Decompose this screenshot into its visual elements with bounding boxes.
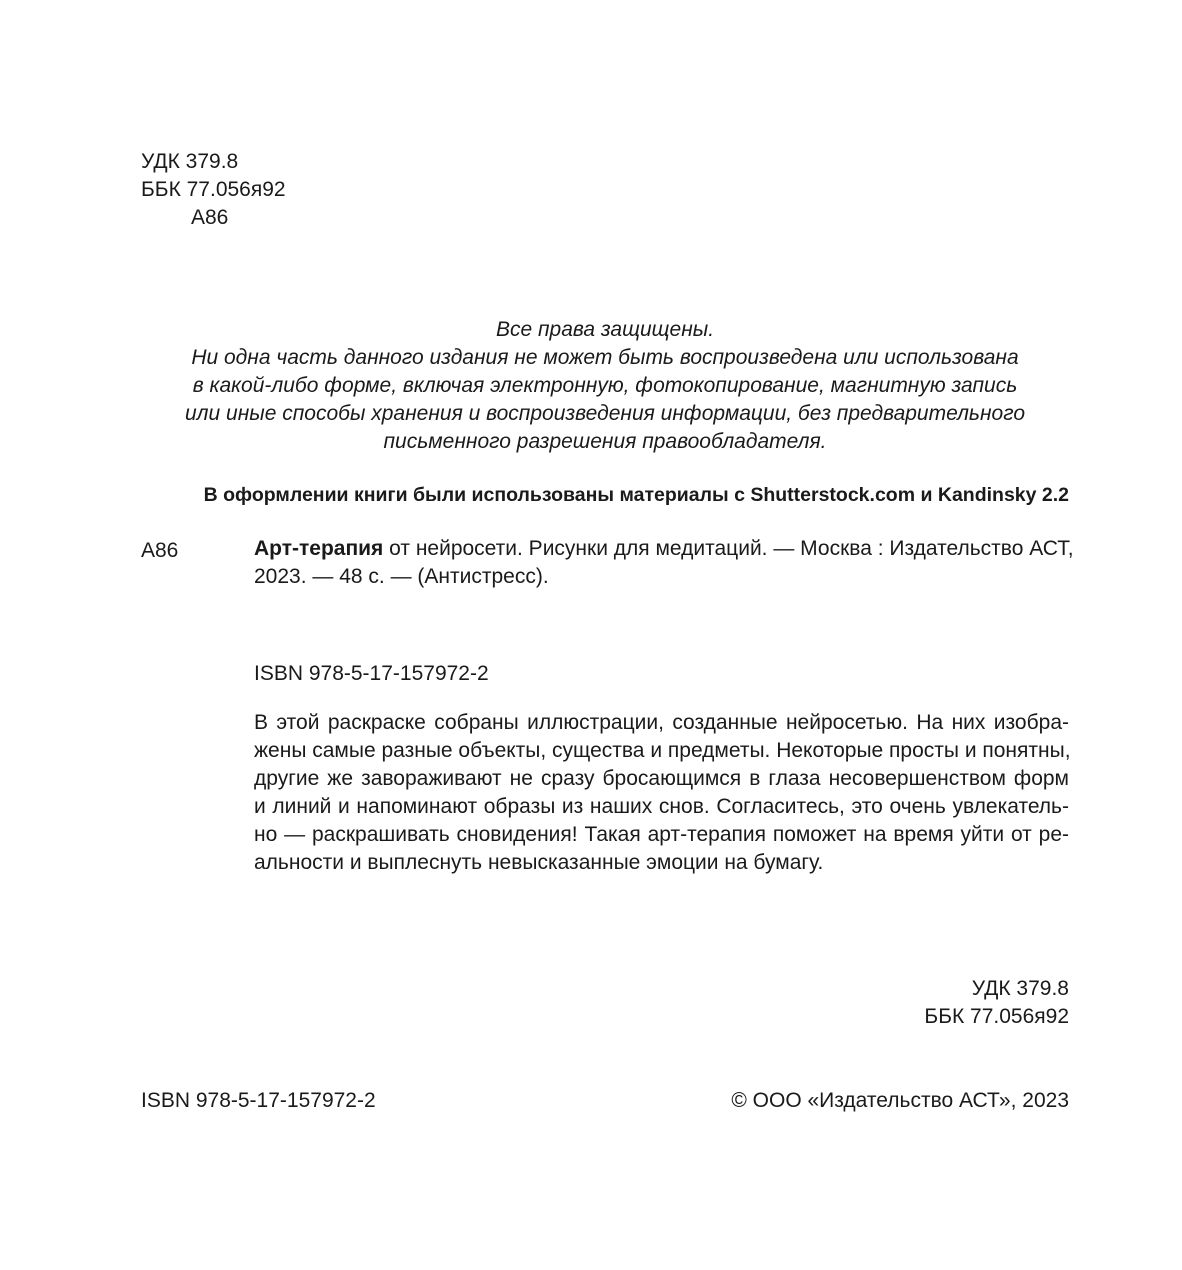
top-author-mark: А86: [191, 206, 229, 229]
entry-author-mark: А86: [141, 539, 179, 562]
bottom-bbk: ББК 77.056я92: [924, 1005, 1069, 1028]
isbn-entry: ISBN 978-5-17-157972-2: [254, 662, 489, 685]
copyright: © ООО «Издательство АСТ», 2023: [731, 1089, 1069, 1112]
top-bbk: ББК 77.056я92: [141, 178, 286, 201]
rights-line: Все права защищены.: [495, 318, 715, 341]
description-line: В этой раскраске собраны иллюстрации, созданные нейросетью. На них изобра-: [254, 711, 1069, 734]
rights-line: письменного разрешения правообладателя.: [383, 430, 827, 453]
bottom-udk: УДК 379.8: [971, 977, 1069, 1000]
rights-line: в какой-либо форме, включая электронную, фотокопирование, магнитную запись: [192, 374, 1018, 397]
bibliographic-entry: [254, 535, 1074, 591]
rights-line: Ни одна часть данного издания не может быть воспроизведена или использована: [191, 346, 1019, 369]
description: [254, 709, 1069, 877]
description-line: и линий и напоминают образы из наших снов. Согласитесь, это очень увлекатель-: [254, 795, 1069, 818]
entry-line-2: 2023. — 48 с. — (Антистресс).: [254, 565, 549, 588]
description-line: альности и выплеснуть невысказанные эмоции на бумагу.: [254, 851, 824, 874]
entry-line-1: [254, 535, 1074, 563]
description-line: жены самые разные объекты, существа и предметы. Некоторые просты и понятны,: [254, 739, 1071, 762]
materials-credit: В оформлении книги были использованы материалы с Shutterstock.com и Kandinsky 2.2: [203, 484, 1069, 506]
entry-title: Арт-терапия: [254, 537, 384, 560]
rights-line: или иные способы хранения и воспроизведения информации, без предварительного: [184, 402, 1026, 425]
top-udk: УДК 379.8: [141, 150, 239, 173]
bottom-isbn: ISBN 978-5-17-157972-2: [141, 1089, 376, 1112]
entry-line-1-rest: от нейросети. Рисунки для медитаций. — Москва : Издательство АСТ,: [383, 537, 1074, 560]
rights-notice: [141, 316, 1069, 456]
description-line: но — раскрашивать сновидения! Такая арт-терапия поможет на время уйти от ре-: [254, 823, 1069, 846]
description-line: другие же завораживают не сразу бросающимся в глаза несовершенством форм: [254, 767, 1069, 790]
